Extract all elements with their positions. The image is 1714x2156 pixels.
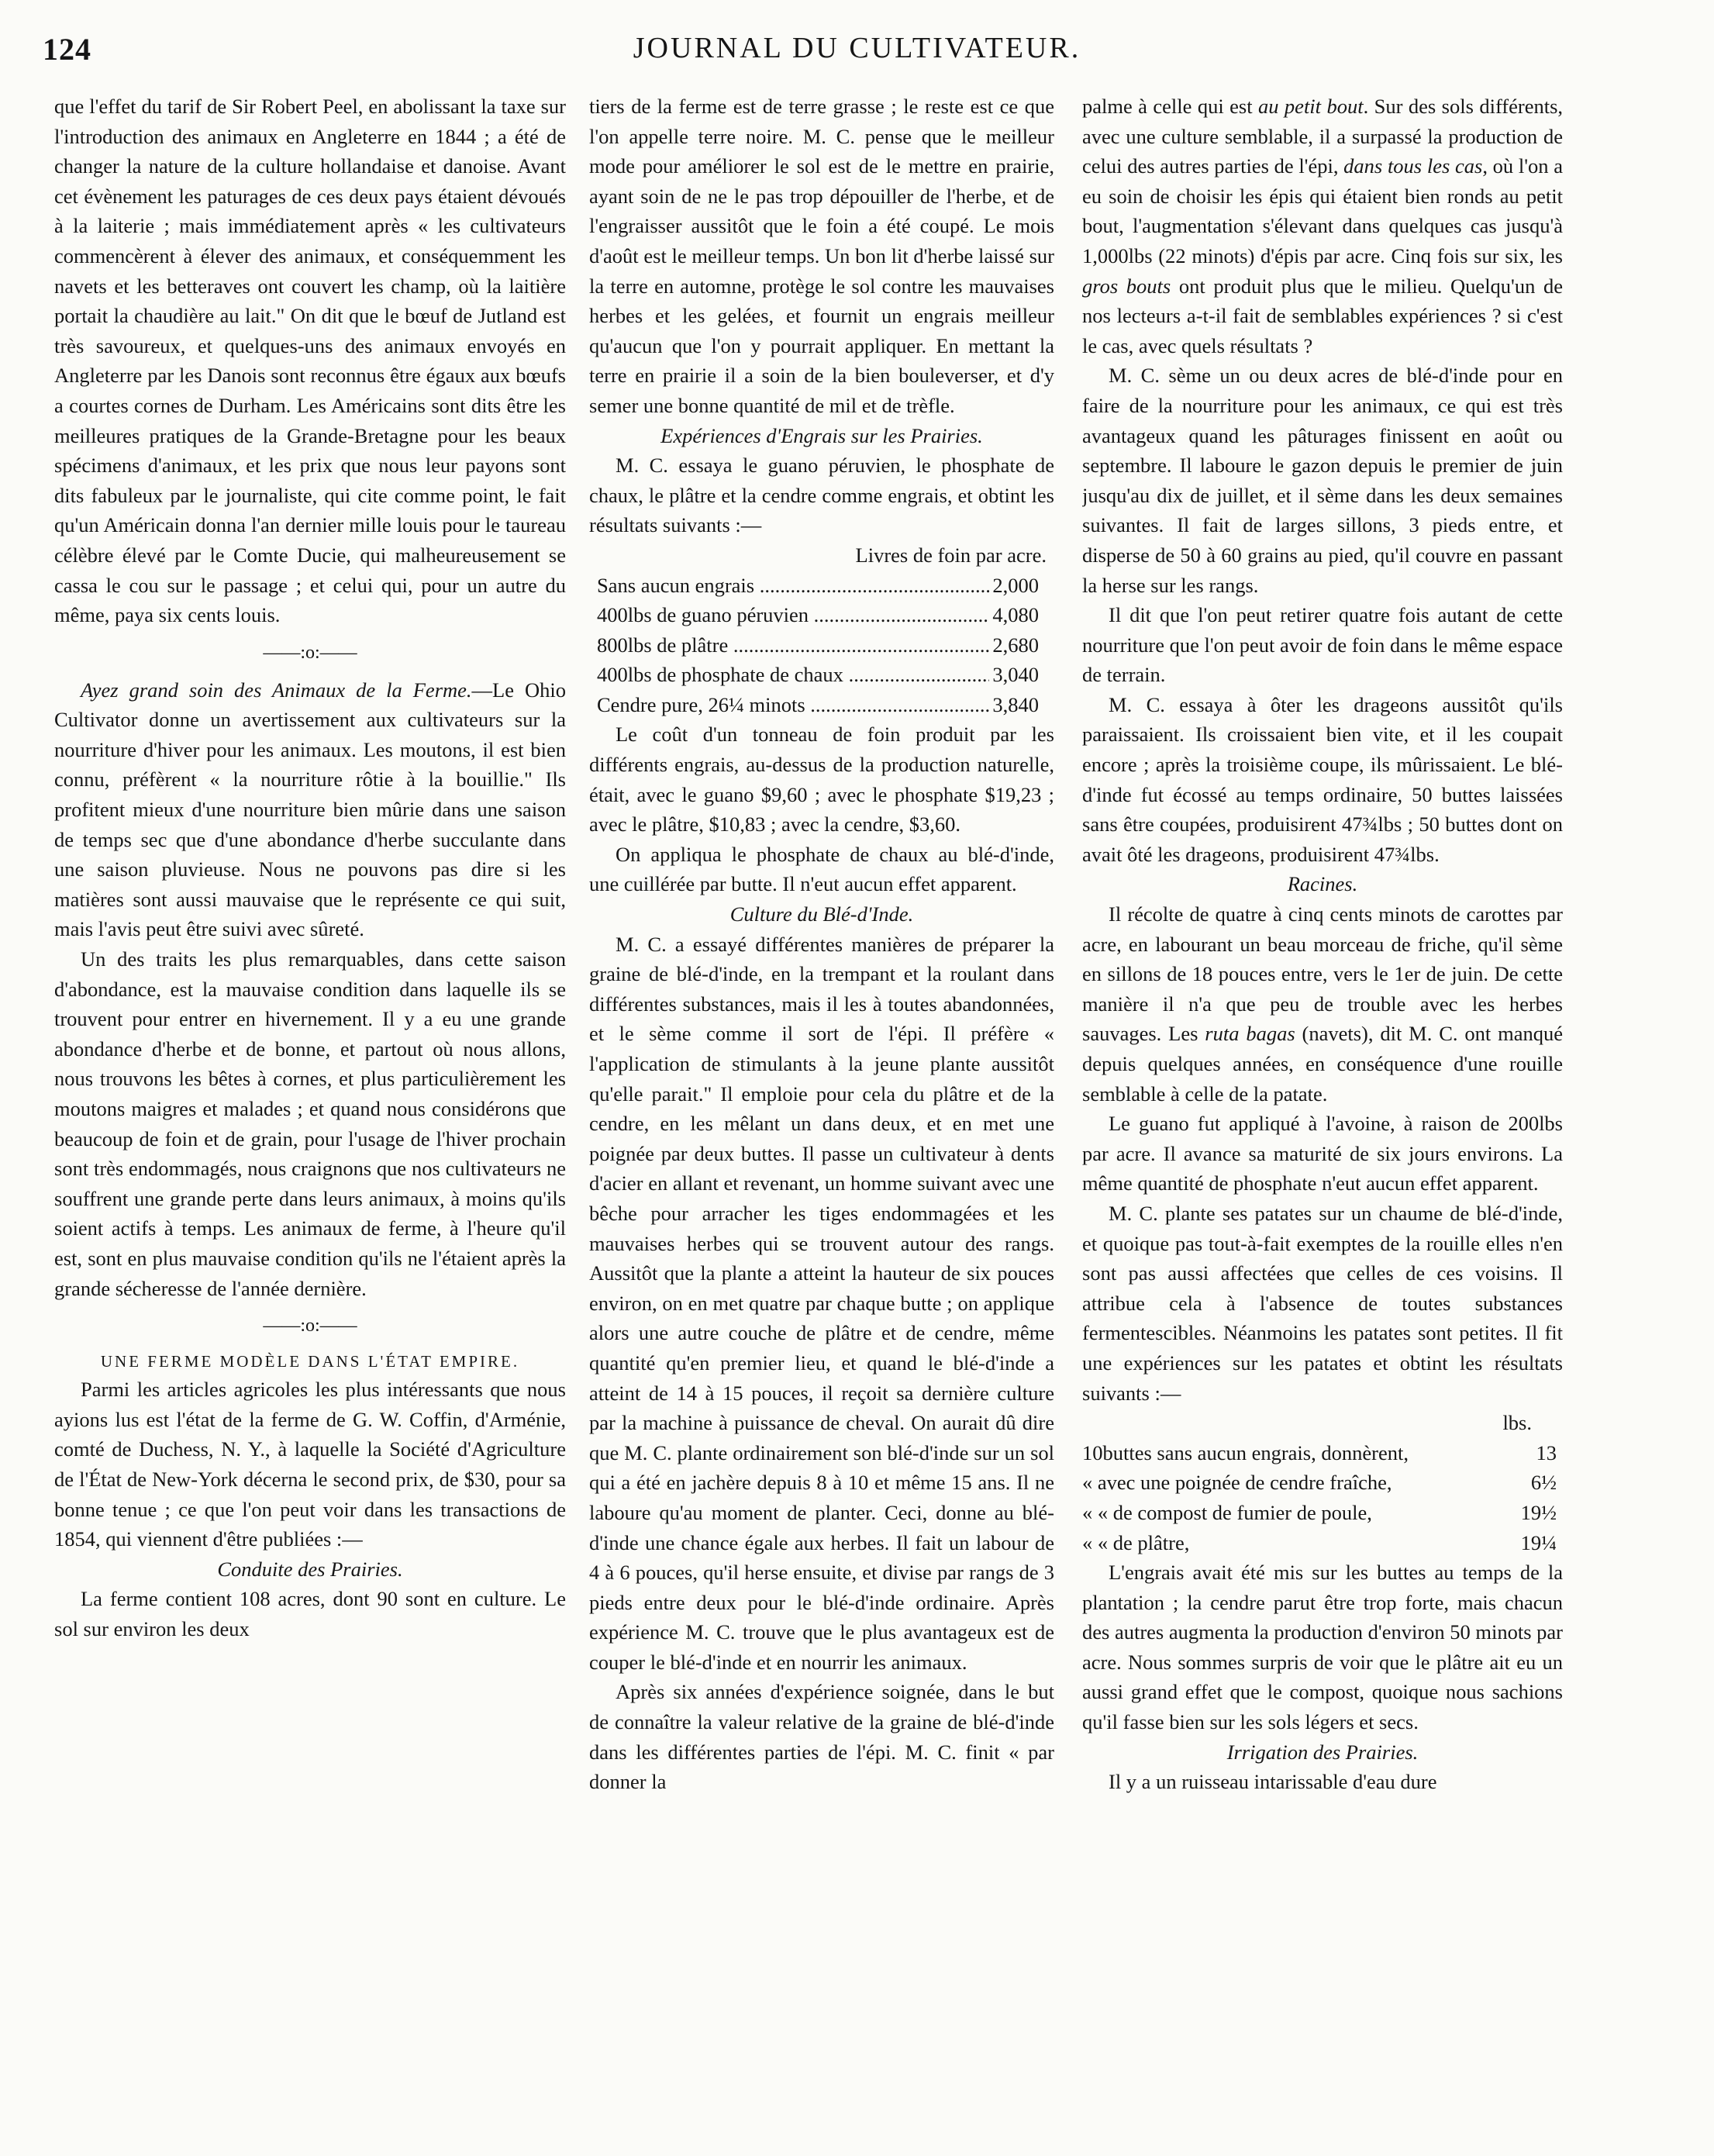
subheading: Culture du Blé-d'Inde. [729, 902, 914, 926]
row-value: 3,040 [992, 663, 1039, 687]
paragraph: Un des traits les plus remarquables, dans cette saison d'abondance, est la mauvaise condition dans laquelle ils se trouvent pour entrer en hivernement. Il y a eu une grande abondance d'herbe et de bonne, et partout où nous allons, nous trouvons les bêtes à cornes, et plus particulièrement les moutons maigres et malades ; et quand nous considérons que beaucoup de foin et de grain, pour l'usage de l'hiver prochain sont très endommagés, nous craignons que nos cultivateurs ne souffrent une grande perte dans leurs animaux, à moins qu'ils soient actifs à temps. Les animaux de ferme, à l'heure qu'il est, sont en plus mauvaise condition qu'ils ne l'étaient après la grande sécheresse de l'année dernière. [54, 947, 566, 1300]
text-run: palme à celle qui est [1082, 95, 1258, 118]
table-row [589, 600, 1054, 630]
paragraph: M. C. a essayé différentes manières de préparer la graine de blé-d'inde, en la trempant et la roulant dans différentes substances, mais il les à toutes abandonnées, et le sème comme il sort de l'épi. Il préfère « l'application de stimulants à la jeune plante aussitôt qu'elle parait." Il emploie pour cela du plâtre et de la cendre, en les mêlant un dans deux, et en met une poignée par deux buttes. Il passe un cultivateur à dents d'acier en allant et revenant, un homme suivant avec une bêche pour arracher les tiges endommagées et les mauvaises herbes qui se trouvent autour des rangs. Aussitôt que la plante a atteint la hauteur de six pouces environ, on en met quatre par chaque butte ; on applique alors une autre couche de plâtre et de cendre, même quantité qu'en premier lieu, et quand le blé-d'inde a atteint de 14 à 15 pouces, il reçoit sa dernière culture par la machine à puissance de cheval. On aurait dû dire que M. C. plante ordinairement son blé-d'inde sur un sol qui a été en jachère depuis 8 à 10 et même 15 ans. Il ne laboure qu'au moment de planter. Ceci, donne au blé-d'inde une chance égale aux herbes. Il fait un labour de 4 à 6 pouces, qu'il herse ensuite, et divise par rangs de 3 pieds entre deux pour le blé-d'inde ordinaire. Après expérience M. C. trouve que le plus avantageux est de couper le blé-d'inde et en nourrir les animaux. [589, 932, 1054, 1674]
row-value: 3,840 [992, 692, 1039, 716]
paragraph: Il y a un ruisseau intarissable d'eau dure [1109, 1770, 1437, 1794]
paragraph: M. C. sème un ou deux acres de blé-d'inde pour en faire de la nourriture pour les animaux, ce qui est très avantageux quand les pâturages finissent en août ou septembre. Il laboure le gazon depuis le premier de juin jusqu'au dix de juillet, et il sème dans les deux semaines suivantes. Il fait de larges sillons, 3 pieds entre, et disperse de 50 à 60 grains au pied, qu'il couvre en passant la herse sur les rangs. [1082, 364, 1563, 597]
paragraph [54, 675, 566, 944]
row-label: Cendre pure, 26¼ minots ..... [597, 690, 989, 720]
fertilizer-table [589, 571, 1054, 720]
paragraph: M. C. essaya le guano péruvien, le phosphate de chaux, le plâtre et la cendre comme engrais, et obtint les résultats suivants :— [589, 454, 1054, 537]
item-label: 10buttes sans aucun engrais, donnèrent, [1082, 1440, 1409, 1464]
text-run: (navets), dit M. C. ont manqué depuis quelques années, en conséquence d'une rouille semblable à celle de la patate. [1082, 1022, 1563, 1106]
table-header: Livres de foin par acre. [855, 543, 1047, 567]
text-run: , où l'on a eu soin de choisir les épis qui étaient bien ronds au petit bout, l'augmentation s'élevant dans quelques cas jusqu'à 1,000lbs (22 minots) d'épis par acre. Cinq fois sur six, les [1082, 154, 1563, 267]
item-value: 6½ [1530, 1471, 1557, 1495]
potato-results-list [1082, 1438, 1563, 1557]
paragraph: tiers de la ferme est de terre grasse ; le reste est ce que l'on appelle terre noire. M. C. pense que le meilleur mode pour améliorer le sol est de le mettre en prairie, ayant soin de ne le pas trop dépouiller de l'herbe, et de l'engraisser aussitôt que le foin a été coupé. Le mois d'août est le meilleur temps. Un bon lit d'herbe laissé sur la terre en automne, protège le sol contre les mauvaises herbes et les gelées, et fournit un engrais meilleur qu'aucun que l'on y pourrait appliquer. En mettant la terre en prairie il a soin de la bien bouleverser, et d'y semer une bonne quantité de mil et de trèfle. [589, 95, 1054, 417]
item-value: 19¼ [1520, 1530, 1557, 1554]
text-run: Il récolte de quatre à cinq cents minots de carottes par acre, en labourant un beau morceau de friche, qu'il sème en sillons de 18 pouces entre, vers le 1er de juin. De cette manière il n'a que peu de trouble avec les herbes sauvages. Les [1082, 902, 1563, 1046]
row-label: 800lbs de plâtre ..... [597, 630, 989, 661]
paragraph: Il dit que l'on peut retirer quatre fois autant de cette nourriture que l'on peut avoir de foin dans le même espace de terrain. [1082, 603, 1563, 687]
text-column-1 [54, 91, 566, 2146]
table-row [589, 690, 1054, 720]
article-heading: Ayez grand soin des Animaux de la Ferme. [81, 678, 472, 702]
item-value: 19½ [1520, 1500, 1557, 1524]
paragraph: Le coût d'un tonneau de foin produit par les différents engrais, au-dessus de la production naturelle, était, avec le guano $9,60 ; avec le phosphate $19,23 ; avec le plâtre, $10,83 ; avec la cendre, $3,60. [589, 723, 1054, 837]
subheading: Conduite des Prairies. [217, 1557, 403, 1581]
list-item [1082, 1528, 1563, 1558]
row-label: Sans aucun engrais ..... [597, 571, 989, 601]
section-divider: ——:o:—— [263, 642, 357, 663]
item-label: « avec une poignée de cendre fraîche, [1082, 1471, 1392, 1495]
paragraph [1082, 91, 1563, 360]
list-item [1082, 1468, 1563, 1498]
subheading: Irrigation des Prairies. [1226, 1740, 1419, 1764]
table-row [589, 630, 1054, 661]
paragraph: Le guano fut appliqué à l'avoine, à raison de 200lbs par acre. Il avance sa maturité de six jours environs. La même quantité de phosphate n'eut aucun effet apparent. [1082, 1112, 1563, 1195]
journal-title: JOURNAL DU CULTIVATEUR. [633, 32, 1081, 64]
page-number: 124 [43, 32, 91, 67]
paragraph [1082, 899, 1563, 1109]
item-label: « « de compost de fumier de poule, [1082, 1500, 1372, 1524]
emphasis: dans tous les cas [1343, 154, 1483, 178]
row-label: 400lbs de guano péruvien ..... [597, 600, 989, 630]
list-item [1082, 1438, 1563, 1468]
item-value: 13 [1536, 1440, 1557, 1464]
subheading: Racines. [1287, 872, 1358, 896]
paragraph: que l'effet du tarif de Sir Robert Peel, en abolissant la taxe sur l'introduction des animaux en Angleterre en 1844 ; a été de changer la nature de la culture hollandaise et danoise. Avant cet évènement les paturages de ces deux pays étaient dévoués à la laiterie ; mais immédiatement après « les cultivateurs commencèrent à élever des animaux, et conséquemment les navets et les betteraves ont couvert les champ, où la laitière portait la chaudière au lait." On dit que le bœuf de Jutland est très savoureux, et quelques-uns des animaux envoyés en Angleterre par les Danois sont reconnus être égaux aux bœufs a courtes cornes de Durham. Les Américains sont dits être les meilleures pratiques de la Grande-Bretagne pour les beaux spécimens d'animaux, et les prix que nous leur payons sont dits fabuleux par le journaliste, qui cite comme point, le fait qu'un Américain donna l'an dernier mille louis pour le taureau célèbre élevé par le Comte Ducie, qui malheureusement se cassa le cou sur le passage ; et celui qui, pour un autre du même, paya six cents louis. [54, 95, 566, 627]
paragraph: Parmi les articles agricoles les plus intéressants que nous ayions lus est l'état de la ferme de G. W. Coffin, d'Arménie, comté de Duchess, N. Y., à laquelle la Société d'Agriculture de l'État de New-York décerna le second prix, de $30, pour sa bonne tenue ; ce que l'on peut voir dans les transactions de 1854, qui viennent d'être publiées :— [54, 1378, 566, 1551]
paragraph: M. C. essaya à ôter les drageons aussitôt qu'ils paraissaient. Ils croissaient bien vite, et il les coupait encore ; après la troisième coupe, ils mûrissaient. Le blé-d'inde fut écossé au temps ordinaire, 50 buttes laissées sans être coupées, produisirent 47¾lbs ; 50 buttes dont on avait ôté les drageons, produisirent 47¾lbs. [1082, 692, 1563, 866]
paragraph: L'engrais avait été mis sur les buttes au temps de la plantation ; la cendre parut être trop forte, mais chacun des autres augmenta la production d'environ 50 minots par acre. Nous sommes surpris de voir que le plâtre ait eu un aussi grand effet que le compost, quoique nous sachions qu'il fasse bien sur les sols légers et secs. [1082, 1561, 1563, 1734]
text-column-2 [589, 91, 1054, 2146]
subheading: Expériences d'Engrais sur les Prairies. [660, 423, 983, 447]
paragraph: On appliqua le phosphate de chaux au blé-d'inde, une cuillérée par butte. Il n'eut aucun effet apparent. [589, 842, 1054, 896]
emphasis: ruta bagas [1205, 1022, 1295, 1046]
table-row [589, 660, 1054, 690]
item-label: « « de plâtre, [1082, 1530, 1190, 1554]
text-run: ont produit plus que le milieu. Quelqu'un de nos lecteurs a-t-il fait de semblables expériences ? si c'est le cas, avec quels résultats ? [1082, 274, 1563, 357]
text-run: . Sur des sols différents, avec une culture semblable, il a surpassé la production de celui des autres parties de l'épi, [1082, 95, 1563, 178]
row-value: 2,680 [992, 633, 1039, 657]
section-divider: ——:o:—— [263, 1316, 357, 1337]
paragraph: La ferme contient 108 acres, dont 90 sont en culture. Le sol sur environ les deux [54, 1587, 566, 1640]
emphasis: au petit bout [1258, 95, 1364, 118]
row-value: 2,000 [992, 573, 1039, 597]
table-row [589, 571, 1054, 601]
units-label: lbs. [1502, 1411, 1532, 1435]
emphasis: gros bouts [1082, 274, 1171, 298]
row-value: 4,080 [992, 603, 1039, 627]
paragraph: M. C. plante ses patates sur un chaume de blé-d'inde, et quoique pas tout-à-fait exemptes de la rouille elles n'en sont pas aussi affectées que celles de ces voisins. Il attribue cela à l'absence de toutes substances fermentescibles. Néanmoins les patates sont petites. Il fit une expériences sur les patates et obtint les résultats suivants :— [1082, 1201, 1563, 1405]
list-item [1082, 1498, 1563, 1528]
row-label: 400lbs de phosphate de chaux ..... [597, 660, 989, 690]
paragraph: Après six années d'expérience soignée, dans le but de connaître la valeur relative de la graine de blé-d'inde dans les différentes parties de l'épi. M. C. finit « par donner la [589, 1680, 1054, 1794]
text-column-3 [1082, 91, 1563, 2146]
running-head [43, 23, 1671, 78]
paragraph-text: —Le Ohio Cultivator donne un avertissement aux cultivateurs sur la nourriture d'hiver pour les animaux. Les moutons, il est bien connu, préfèrent « la nourriture rôtie à la bouillie." Ils profitent mieux d'une nourriture bien mûrie dans une saison de temps sec que d'une abondance d'herbe succulante dans une saison pluvieuse. Nous ne pouvons pas dire si les matières sont aussi mauvaise que le représente ce qui suit, mais l'avis peut être suivi avec sûreté. [54, 678, 566, 941]
article-title: UNE FERME MODÈLE DANS L'ÉTAT EMPIRE. [100, 1352, 520, 1371]
